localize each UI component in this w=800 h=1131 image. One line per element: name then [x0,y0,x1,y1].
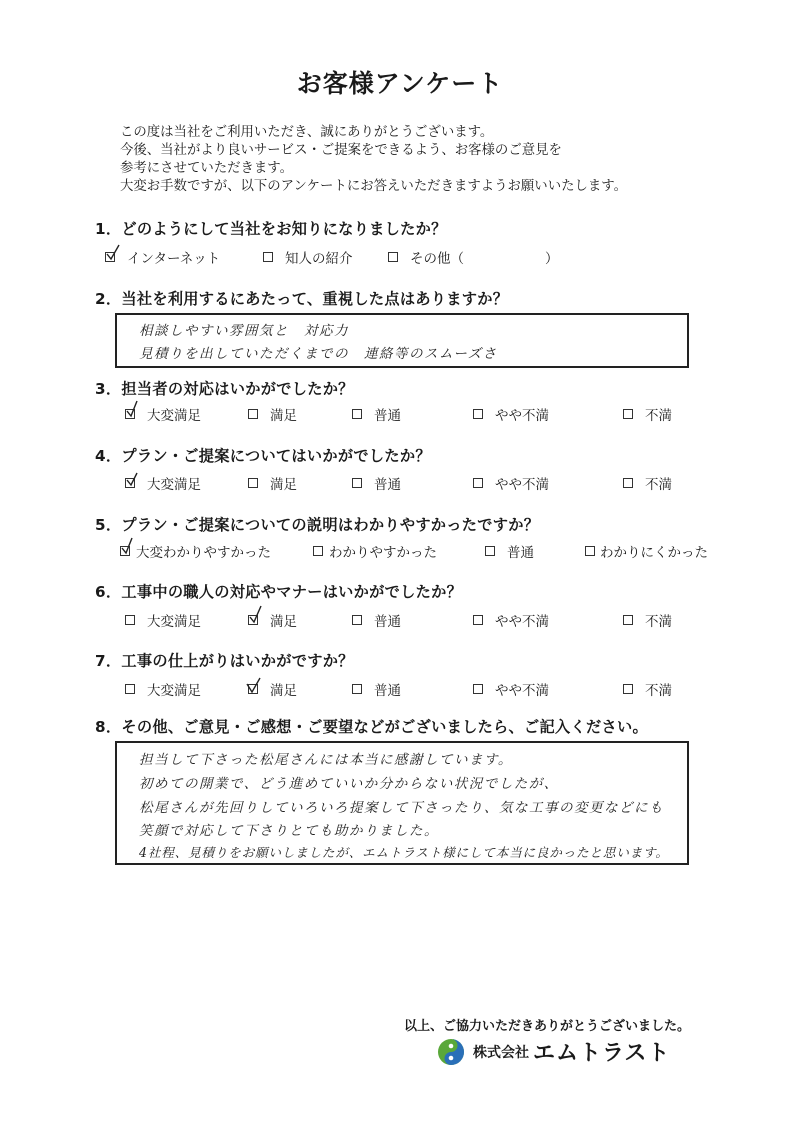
checkbox[interactable] [125,684,135,694]
option-label: 普通 [374,683,401,699]
checkbox[interactable] [473,478,483,488]
checkbox[interactable] [248,478,258,488]
q1-option-referral[interactable] [263,247,353,267]
q5-option-1[interactable] [120,541,271,561]
option-label: 大変わかりやすかった [136,545,271,561]
question-7-label: 7．工事の仕上がりはいかがですか？ [95,652,354,670]
option-label: 不満 [645,683,672,699]
option-label: その他（ ） [410,251,559,267]
handwritten-line: 4社程、見積りをお願いしましたが、エムトラスト様にして本当に良かったと思います。 [139,845,669,860]
checkbox-checked[interactable] [125,409,135,419]
checkbox[interactable] [352,478,362,488]
q5-option-3[interactable] [485,541,534,561]
option-label: 普通 [374,408,401,424]
checkbox[interactable] [125,615,135,625]
q6-option-3[interactable] [352,610,401,630]
q4-option-4[interactable] [473,473,549,493]
q4-option-2[interactable] [248,473,297,493]
q7-option-4[interactable] [473,679,549,699]
checkbox[interactable] [623,409,633,419]
page-title: お客様アンケート [296,69,504,98]
company-name: エムトラスト [533,1041,671,1066]
checkbox[interactable] [473,409,483,419]
checkbox[interactable] [352,684,362,694]
checkbox-checked[interactable] [105,252,115,262]
checkbox[interactable] [352,615,362,625]
option-label: わかりやすかった [329,545,437,561]
option-label: インターネット [127,251,221,267]
checkbox[interactable] [263,252,273,262]
option-label: 大変満足 [147,614,201,630]
option-label: 満足 [270,614,297,630]
checkbox-checked[interactable] [248,615,258,625]
option-label: わかりにくかった [600,545,708,561]
option-label: 不満 [645,477,672,493]
question-2-label: 2．当社を利用するにあたって、重視した点はありますか？ [95,290,509,308]
q7-option-1[interactable] [125,679,201,699]
q4-option-1[interactable] [125,473,201,493]
option-label: 満足 [270,408,297,424]
question-3-label: 3．担当者の対応はいかがでしたか？ [95,380,354,398]
question-5-label: 5．プラン・ご提案についての説明はわかりやすかったですか？ [95,516,540,534]
question-4-label: 4．プラン・ご提案についてはいかがでしたか？ [95,447,431,465]
question-8-label: 8．その他、ご意見・ご感想・ご要望などがございましたら、ご記入ください。 [95,718,648,736]
q6-option-2[interactable] [248,610,297,630]
q7-option-5[interactable] [623,679,672,699]
checkbox[interactable] [473,615,483,625]
checkbox-checked[interactable] [120,546,130,556]
option-label: やや不満 [495,614,549,630]
option-label: 普通 [374,477,401,493]
question-6-label: 6．工事中の職人の対応やマナーはいかがでしたか？ [95,583,463,601]
handwritten-line: 初めての開業で、どう進めていいか分からない状況でしたが、 [139,776,559,792]
q8-answer-box[interactable] [115,741,689,865]
handwritten-line: 担当して下さった松尾さんには本当に感謝しています。 [139,752,513,768]
closing-message: 以上、ご協力いただきありがとうございました。 [404,1019,691,1034]
option-label: 大変満足 [147,477,201,493]
option-label: 不満 [645,614,672,630]
q3-option-3[interactable] [352,404,401,424]
q5-option-4[interactable] [585,541,708,561]
q6-option-4[interactable] [473,610,549,630]
intro-line: 大変お手数ですが、以下のアンケートにお答えいただきますようお願いいたします。 [120,179,627,194]
q3-option-4[interactable] [473,404,549,424]
option-label: 知人の紹介 [285,251,353,267]
q7-option-2[interactable] [248,679,297,699]
handwritten-line: 相談しやすい雰囲気と 対応力 [139,323,349,339]
q5-option-2[interactable] [313,541,437,561]
checkbox[interactable] [388,252,398,262]
option-label: やや不満 [495,408,549,424]
option-label: 満足 [270,477,297,493]
q3-option-5[interactable] [623,404,672,424]
checkbox[interactable] [352,409,362,419]
checkbox-checked[interactable] [248,684,258,694]
checkbox[interactable] [585,546,595,556]
handwritten-line: 松尾さんが先回りしていろいろ提案して下さったり、気な工事の変更などにも [139,800,664,816]
option-label: やや不満 [495,477,549,493]
q6-option-1[interactable] [125,610,201,630]
checkbox[interactable] [248,409,258,419]
checkbox[interactable] [623,684,633,694]
q1-option-internet[interactable] [105,247,220,267]
q4-option-5[interactable] [623,473,672,493]
checkbox[interactable] [623,615,633,625]
q1-option-other[interactable] [388,247,559,267]
option-label: 大変満足 [147,683,201,699]
company-logo [437,1036,670,1067]
option-label: 普通 [507,545,534,561]
company-prefix: 株式会社 [473,1044,529,1061]
q6-option-5[interactable] [623,610,672,630]
company-logo-icon [437,1038,465,1066]
option-label: やや不満 [495,683,549,699]
q4-option-3[interactable] [352,473,401,493]
checkbox-checked[interactable] [125,478,135,488]
checkbox[interactable] [623,478,633,488]
q3-option-2[interactable] [248,404,297,424]
option-label: 満足 [270,683,297,699]
question-1-label: 1．どのようにして当社をお知りになりましたか？ [95,220,447,238]
handwritten-line: 笑顔で対応して下さりとても助かりました。 [139,823,439,839]
q2-answer-box[interactable] [115,313,689,368]
option-label: 普通 [374,614,401,630]
q3-option-1[interactable] [125,404,201,424]
checkbox[interactable] [473,684,483,694]
option-label: 不満 [645,408,672,424]
option-label: 大変満足 [147,408,201,424]
handwritten-line: 見積りを出していただくまでの 連絡等のスムーズさ [139,346,498,362]
checkbox[interactable] [313,546,323,556]
intro-line: 参考にさせていただきます。 [120,161,294,176]
intro-line: 今後、当社がより良いサービス・ご提案をできるよう、お客様のご意見を [120,143,562,158]
q7-option-3[interactable] [352,679,401,699]
intro-line: この度は当社をご利用いただき、誠にありがとうございます。 [120,125,494,140]
checkbox[interactable] [485,546,495,556]
intro-text [120,124,627,196]
